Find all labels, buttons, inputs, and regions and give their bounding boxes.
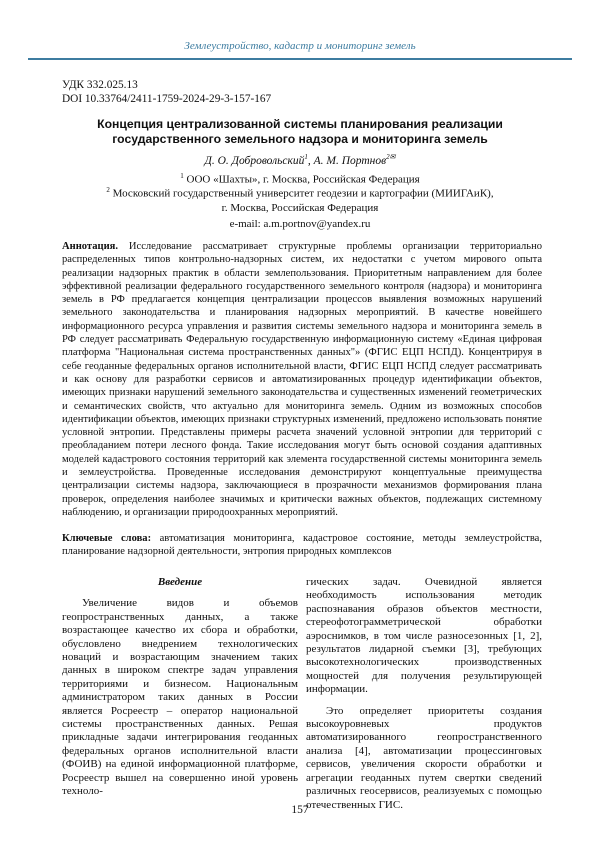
header-rule bbox=[28, 58, 572, 60]
author-2: А. М. Портнов bbox=[313, 154, 387, 167]
abstract-text: Исследование рассматривает структурные проблемы организации территориально распределенных типов контрольно-надзорных систем, их недостатки с учетом мирового опыта реализации надзорных практик в области землепользования. Приоритетным направлением для более эффективной реализации федерального государственного земельного контроля (надзора) и мониторинга земель в РФ предлагается концепция централизации процессов выявления возможных нарушений земельного законодательства и планирования надзорных мероприятий. В качестве новейшего информационного ресурса управления и развития системы земельного надзора и мониторинга земель в РФ следует рассматривать Федеральную государственную информационную систему «Единая цифровая платформа "Национальная система пространственных данных"» (ФГИС ЕЦП НСПД). Концентрируя в себе геоданные федеральных органов исполнительной власти, ФГИС ЕЦП НСПД следует рассматривать и как основу для разработки сервисов и автоматизированных процедур идентификации объектов, имеющих признаки нарушений земельного законодательства и существенных изменений геометрических и семантических свойств, что актуально для мониторинга земель. Одним из возможных способов идентификации объектов, имеющих признаки структурных изменений, предложено использовать понятие условной энтропии. Представлены примеры расчета значений условной энтропии для территорий с преобладанием потери лесного фонда. Такие исследования могут быть основой создания адаптивных моделей кадастрового состояния территорий как элемента государственной системы мониторинга земель и землеустройства. Проведенные исследования демонстрируют концептуальные преимущества централизации системы надзора, заключающиеся в прозрачности механизмов формирования плана проверок, определения наиболее значимых и критически важных объектов, подлежащих системному наблюдению, и организации природоохранных мероприятий. bbox=[62, 241, 542, 518]
authors bbox=[60, 153, 540, 167]
intro-paragraph-1: Увеличение видов и объемов геопространственных данных, а также возрастающее качество их сбора и обработки, обусловлено внедрением технологических новаций и возрастающим значением таких данных в широком спектре задач управления территориями и бизнесом. Национальным администратором таких данных в России является Росреестр – оператор национальной системы пространственных данных. Решая прикладные задачи интегрирования геоданных федеральных органов исполнительной власти (ФОИВ) на единой информационной платформе, Росреестр вышел на совершенно иной уровень техноло- bbox=[62, 597, 298, 798]
author-2-affil-mark: 2✉ bbox=[386, 153, 396, 161]
section-title-introduction: Введение bbox=[157, 576, 203, 588]
affiliation-1-text: ООО «Шахты», г. Москва, Российская Федерация bbox=[186, 173, 420, 186]
article-title bbox=[60, 117, 540, 147]
intro-paragraph-2: Это определяет приоритеты создания высокоуровневых продуктов автоматизированного геопространственного анализа [4], автоматизации процессинговых сервисов, увеличения скорости обработки и агрегации геоданных путем свертки сведений различных геосервисов, реализуемых с помощью отечественных ГИС. bbox=[306, 704, 542, 811]
title-line-1: Концепция централизованной системы планирования реализации bbox=[97, 117, 503, 131]
running-header: Землеустройство, кадастр и мониторинг земель bbox=[184, 40, 416, 52]
title-line-2: государственного земельного надзора и мониторинга земель bbox=[112, 132, 488, 146]
author-1: Д. О. Добровольский bbox=[204, 154, 305, 167]
doi: DOI 10.33764/2411-1759-2024-29-3-157-167 bbox=[62, 93, 272, 105]
author-separator: , bbox=[307, 154, 314, 167]
abstract-label: Аннотация. bbox=[62, 241, 118, 252]
affiliation-1-number: 1 bbox=[180, 172, 184, 180]
article-meta bbox=[62, 78, 271, 106]
affiliation-2 bbox=[60, 183, 540, 215]
affiliation-2-line-1: Московский государственный университет геодезии и картографии (МИИГАиК), bbox=[112, 187, 494, 200]
udc-code: УДК 332.025.13 bbox=[62, 79, 138, 91]
keywords-label: Ключевые слова: bbox=[62, 533, 152, 544]
keywords bbox=[62, 532, 542, 559]
intro-paragraph-1-continued: гических задач. Очевидной является необходимость использования методик распознавания образов объектов местности, стереофотограмметрической обработки аэроснимков, в том числе разносезонных [1, 2], результатов лидарной съемки [3], требующих высокотехнологических производственных мощностей для получения результирующей информации. bbox=[306, 576, 542, 696]
body-column-right bbox=[306, 576, 542, 812]
body-column-left bbox=[62, 576, 298, 799]
affiliation-2-line-2: г. Москва, Российская Федерация bbox=[221, 201, 379, 214]
page-number: 157 bbox=[291, 804, 309, 816]
author-email: e-mail: a.m.portnov@yandex.ru bbox=[229, 218, 371, 230]
keywords-text: автоматизация мониторинга, кадастровое состояние, методы землеустройства, планирование надзорной деятельности, энтропия природных комплексов bbox=[62, 533, 542, 558]
author-1-affil-mark: 1 bbox=[304, 153, 308, 161]
affiliation-2-number: 2 bbox=[106, 186, 110, 194]
abstract bbox=[62, 240, 542, 519]
